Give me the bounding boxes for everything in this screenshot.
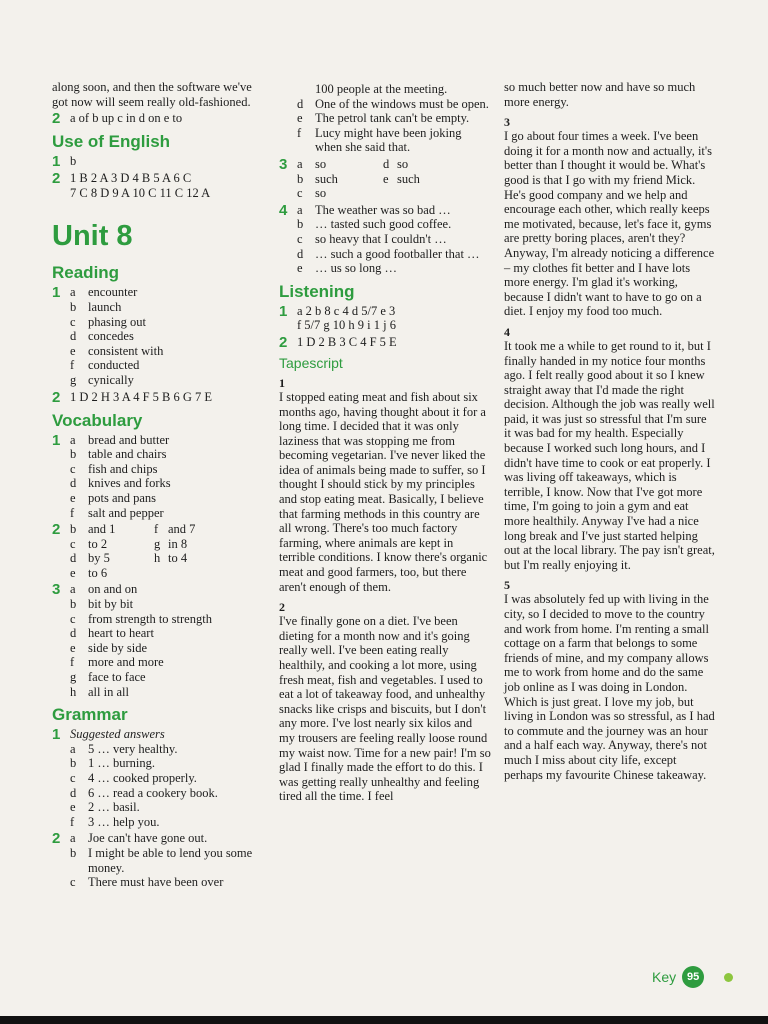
page-footer (652, 966, 733, 988)
answer-list (70, 742, 267, 830)
item-letter: e (70, 640, 76, 655)
listening-exercise-1 (279, 304, 491, 333)
answer-item (70, 685, 267, 700)
answer-item (70, 300, 267, 315)
tapescript-number: 1 (279, 375, 285, 390)
answer-item (70, 597, 267, 612)
answer-item (297, 261, 491, 276)
exercise-number: 2 (52, 521, 61, 539)
answer-line: b (70, 154, 77, 169)
answer-item (70, 786, 267, 801)
item-letter: b (70, 597, 77, 612)
item-letter: e (70, 565, 76, 580)
answer-item (70, 612, 267, 627)
item-letter: b (70, 845, 77, 860)
answer-item (70, 626, 267, 641)
item-letter: b (70, 447, 77, 462)
item-text: and 7 (168, 522, 196, 537)
item-text: to 4 (168, 551, 188, 566)
item-letter: c (297, 186, 303, 201)
answer-item (70, 329, 267, 344)
tapescript-paragraph: I go about four times a week. I've been doing it for a month now and actually, it's better than I thought it would be. What's good is that I go with my friend Mick. He's good company and we help and encourage each other, which really keeps me motivated, because, let's face it, gyms are pretty boring places, aren't they? Anyway, I'm already noticing a difference – my clothes fit better and I have lots more energy. I'm glad it's working, because I didn't want to have to go on a diet. I enjoy my food too much. (504, 129, 715, 319)
item-text: 3 … help you. (88, 814, 160, 829)
item-text: and 1 (88, 522, 116, 537)
item-letter: c (70, 461, 76, 476)
item-text: such (315, 171, 338, 186)
item-text: by 5 (88, 551, 110, 566)
exercise-number: 1 (52, 153, 61, 171)
exercise-number: 2 (52, 170, 61, 188)
item-text: 4 … cooked properly. (88, 771, 197, 785)
answer-item (70, 522, 267, 537)
item-text (168, 566, 267, 581)
item-text: table and chairs (88, 447, 167, 462)
answer-item (70, 655, 267, 670)
item-letter: f (70, 505, 75, 520)
item-letter: g (154, 536, 161, 551)
answer-line: 1 D 2 B 3 C 4 F 5 E (297, 334, 397, 349)
item-text: One of the windows must be open. (315, 96, 489, 111)
item-letter: d (70, 785, 77, 800)
item-letter: c (70, 611, 76, 626)
item-text: salt and pepper (88, 505, 164, 520)
tapescript-paragraph: so much better now and have so much more energy. (504, 80, 696, 109)
item-letter: f (70, 358, 75, 373)
item-letter: d (70, 626, 77, 641)
item-letter: d (297, 96, 304, 111)
column-middle (279, 80, 491, 804)
column-left (52, 80, 267, 892)
reading-exercise-1 (52, 285, 267, 387)
item-text: knives and forks (88, 476, 171, 491)
answer-item (70, 815, 267, 830)
answer-item (297, 97, 491, 112)
item-text: encounter (88, 285, 138, 300)
exercise-number: 1 (52, 726, 61, 744)
item-letter: e (383, 171, 389, 186)
item-text: face to face (88, 670, 146, 685)
item-text: … such a good footballer that … (315, 246, 480, 261)
item-text: cynically (88, 372, 134, 387)
exercise-number: 1 (279, 302, 288, 320)
grammar-exercise-4 (279, 203, 491, 276)
item-letter: f (154, 522, 159, 537)
item-text: fish and chips (88, 461, 158, 476)
answer-item (70, 447, 267, 462)
item-letter: e (70, 490, 76, 505)
item-letter: b (297, 217, 304, 232)
tapescript-heading: Tapescript (279, 354, 343, 371)
grammar-exercise-2 (52, 831, 267, 889)
item-letter: h (70, 684, 77, 699)
answer-item (70, 315, 267, 330)
item-text: The weather was so bad … (315, 202, 451, 217)
item-text: pots and pans (88, 490, 157, 505)
intro-text: along soon, and then the software we've got now will seem really old-fashioned. (52, 80, 252, 109)
item-text: … tasted such good coffee. (315, 217, 452, 232)
item-letter: a (70, 831, 76, 846)
tapescript-paragraph: I stopped eating meat and fish about six months ago, having thought about it for a long time. I decided that it was only laziness that was stopping me from becoming vegetarian. I've never liked the idea of animals being made to suffer, so I thought I should stick by my principles and stop eating meat. Basically, I believe that farming methods in this country are all wrong. There's too much factory farming, where animals are kept in terrible conditions. I know there's organic meat and good farmers, too, but there aren't enough of them. (279, 389, 488, 594)
answer-item (70, 344, 267, 359)
item-text: on and on (88, 582, 138, 597)
answer-item (70, 742, 267, 757)
item-letter: a (297, 156, 303, 171)
item-text: concedes (88, 329, 134, 344)
answer-line: a of b up c in d on e to (70, 111, 183, 126)
answer-item (70, 433, 267, 448)
item-text: from strength to strength (88, 611, 212, 626)
item-letter (154, 566, 168, 581)
reading-heading: Reading (52, 263, 120, 283)
item-letter: e (70, 343, 76, 358)
item-text: phasing out (88, 314, 146, 329)
vocabulary-exercise-2 (52, 522, 267, 580)
item-text: bread and butter (88, 432, 170, 447)
item-letter: c (70, 771, 76, 785)
answer-list (297, 97, 491, 155)
item-text: There must have been over (88, 875, 224, 890)
item-text: 6 … read a cookery book. (88, 785, 218, 800)
item-letter: d (70, 329, 77, 344)
answer-item (70, 506, 267, 521)
answer-item (70, 491, 267, 506)
answer-item (70, 875, 267, 890)
answer-item (70, 670, 267, 685)
item-letter: e (297, 261, 303, 276)
exercise-number: 2 (52, 388, 61, 406)
answer-item (297, 172, 491, 187)
grammar-exercise-3 (279, 157, 491, 201)
exercise-number: 2 (52, 830, 61, 848)
item-text: heart to heart (88, 626, 154, 641)
answer-list (297, 203, 491, 276)
answer-item (70, 756, 267, 771)
item-letter (383, 186, 397, 201)
tapescript-number: 4 (504, 324, 510, 339)
answer-line: f 5/7 g 10 h 9 i 1 j 6 (297, 318, 396, 333)
answer-line: a 2 b 8 c 4 d 5/7 e 3 (297, 303, 396, 318)
item-letter: c (297, 231, 303, 246)
item-letter: c (70, 314, 76, 329)
answer-list (70, 582, 267, 699)
bottom-edge (0, 1016, 768, 1024)
grammar-exercise-2-continued (279, 82, 491, 155)
item-letter: a (70, 741, 76, 756)
answer-line: 1 B 2 A 3 D 4 B 5 A 6 C (70, 171, 192, 186)
item-letter: d (297, 246, 304, 261)
item-letter: h (154, 551, 161, 566)
exercise-number: 4 (279, 201, 288, 219)
answer-item (70, 771, 267, 786)
answer-item (70, 846, 267, 875)
answer-line: 7 C 8 D 9 A 10 C 11 C 12 A (70, 185, 211, 200)
item-text: so (397, 156, 409, 171)
answer-item (297, 217, 491, 232)
item-letter: a (70, 285, 76, 300)
unit-title: Unit 8 (52, 220, 133, 253)
tapescript-number: 5 (504, 578, 510, 593)
item-text: 2 … basil. (88, 800, 140, 815)
page-number: 95 (682, 966, 704, 988)
item-text: so (315, 156, 327, 171)
item-text: … us so long … (315, 261, 397, 276)
answer-item (70, 582, 267, 597)
answer-item (70, 551, 267, 566)
item-text: bit by bit (88, 597, 134, 612)
answer-item (70, 476, 267, 491)
answer-item (70, 537, 267, 552)
exercise-number: 1 (52, 431, 61, 449)
item-letter: c (70, 536, 76, 551)
uoe-exercise-1 (52, 154, 267, 169)
item-text: Lucy might have been joking when she said that. (315, 125, 462, 155)
item-text: launch (88, 299, 122, 314)
item-text: all in all (88, 684, 129, 699)
answer-item (70, 641, 267, 656)
item-letter: a (70, 582, 76, 597)
item-letter: e (70, 800, 76, 815)
vocabulary-exercise-3 (52, 582, 267, 699)
item-text: Joe can't have gone out. (88, 831, 208, 846)
exercise-number: 3 (52, 581, 61, 599)
answer-item (70, 373, 267, 388)
item-letter: g (70, 372, 77, 387)
column-right (504, 80, 716, 782)
exercise-number: 2 (52, 110, 61, 128)
exercise-number: 1 (52, 284, 61, 302)
grammar-exercise-1 (52, 727, 267, 829)
answer-item (70, 358, 267, 373)
item-text: so (315, 186, 327, 201)
exercise-number: 2 (279, 333, 288, 351)
item-letter: d (70, 551, 77, 566)
answer-line: 1 D 2 H 3 A 4 F 5 B 6 G 7 E (70, 389, 213, 404)
item-text: The petrol tank can't be empty. (315, 111, 470, 126)
item-text: conducted (88, 358, 140, 373)
item-letter: b (297, 171, 304, 186)
reading-exercise-2 (52, 390, 267, 405)
answer-item (297, 186, 491, 201)
exercise-number: 3 (279, 155, 288, 173)
item-letter: b (70, 756, 77, 771)
item-letter: f (70, 655, 75, 670)
answer-item (70, 285, 267, 300)
tapescript-number: 2 (279, 600, 285, 615)
answer-list (70, 831, 267, 889)
item-letter: b (70, 522, 77, 537)
item-text: more and more (88, 655, 164, 670)
item-text (397, 186, 491, 201)
answer-item (297, 203, 491, 218)
vocabulary-heading: Vocabulary (52, 410, 143, 430)
item-text: 5 … very healthy. (88, 741, 178, 756)
tapescript-paragraph: It took me a while to get round to it, but I finally handed in my notice four months ago. I felt really good about it so I knew straight away that I'd made the right decision. Although the job was really well paid, it was just so stressful that I'm sure it was bad for my health. Especially because I worked such long hours, and I didn't have time to cook or eat properly. I was living off takeaways, which is terrible, I know. Now that I've got more time, I'm going to join a gym and eat more healthily. Anyway I've had a nice long break and I've just started helping out at the local library. The pay isn't great, but I'm really enjoying it. (504, 338, 715, 572)
grammar-heading: Grammar (52, 705, 128, 725)
use-of-english-heading: Use of English (52, 132, 171, 152)
suggested-answers-label: Suggested answers (70, 727, 165, 742)
uoe-exercise-2 (52, 171, 267, 200)
item-letter: d (70, 476, 77, 491)
listening-heading: Listening (279, 281, 355, 301)
answer-item (70, 831, 267, 846)
answer-item (297, 126, 491, 155)
answer-item (297, 247, 491, 262)
answer-item (297, 157, 491, 172)
answer-grid (297, 157, 491, 201)
item-letter: a (297, 202, 303, 217)
item-letter: g (70, 670, 77, 685)
footer-key-label: Key (652, 969, 677, 985)
item-text: side by side (88, 640, 148, 655)
item-letter: e (297, 111, 303, 126)
item-letter: b (70, 299, 77, 314)
item-text: such (397, 171, 420, 186)
item-text: I might be able to lend you some money. (88, 845, 253, 875)
tapescript-number: 3 (504, 115, 510, 130)
listening-exercise-2 (279, 335, 491, 350)
answer-item (70, 800, 267, 815)
answer-item (297, 232, 491, 247)
answer-list (70, 285, 267, 387)
item-letter: c (70, 875, 76, 890)
vocabulary-exercise-1 (52, 433, 267, 521)
decorative-dot-icon (724, 973, 733, 982)
answer-grid (70, 522, 267, 580)
answer-item (70, 462, 267, 477)
answer-item (297, 111, 491, 126)
answer-text: 100 people at the meeting. (315, 82, 448, 96)
item-letter: d (383, 156, 390, 171)
item-text: in 8 (168, 536, 188, 551)
item-text: consistent with (88, 343, 164, 358)
exercise-2 (52, 111, 267, 126)
item-text: so heavy that I couldn't … (315, 231, 447, 246)
answer-list (70, 433, 267, 521)
item-letter: a (70, 432, 76, 447)
item-letter: f (297, 125, 302, 140)
item-text: to 6 (88, 565, 108, 580)
item-text: to 2 (88, 536, 108, 551)
answer-item (70, 566, 267, 581)
tapescript-paragraph: I've finally gone on a diet. I've been dieting for a month now and it's going really well. I've been eating really healthily, and cooking a lot more, using fresh meat, fish and vegetables. I used to eat a lot of takeaway food, and unhealthy snacks like crisps and biscuits, but I don't any more. I've lost nearly six kilos and my trousers are feeling really loose round my waist now. Time for a new pair! I'm so glad I finally made the effort to do this. I was getting really unhealthy and feeling tired all the time. I feel (279, 614, 491, 804)
item-text: 1 … burning. (88, 756, 156, 771)
item-letter: f (70, 814, 75, 829)
tapescript-paragraph: I was absolutely fed up with living in the city, so I decided to move to the country and work from home. I'm renting a small cottage on a farm that belongs to some friends of mine, and my company allows me to work from home and do the same job online as I was doing in London. Which is just great. I love my job, but living in London was so stressful, as I had to commute and the journey was an hour and a half each way. Anyway, there's not much I miss about city life, except perhaps my favourite Chinese takeaway. (504, 592, 715, 782)
